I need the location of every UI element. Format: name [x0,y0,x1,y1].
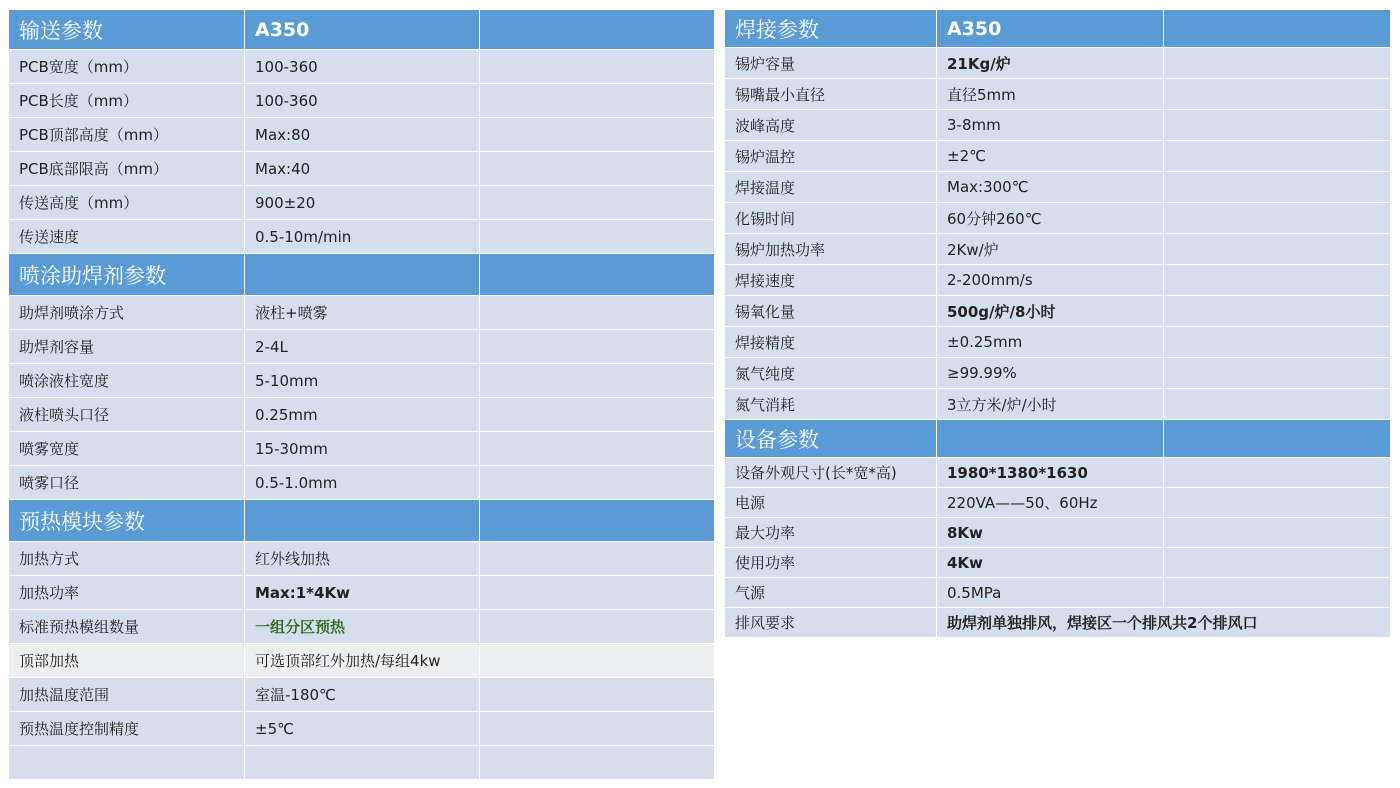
table-row [9,50,715,84]
param-label: 焊接精度 [725,327,937,358]
param-value: 220VA——50、60Hz [937,488,1164,518]
param-label: 使用功率 [725,548,937,578]
param-label: 排风要求 [725,608,937,638]
table-row [9,186,715,220]
param-label: 加热方式 [9,542,245,576]
param-label: 喷涂液柱宽度 [9,364,245,398]
empty-cell [1164,296,1391,327]
param-value: 4Kw [937,548,1164,578]
table-row [725,48,1391,79]
table-row [725,358,1391,389]
param-label: 加热温度范围 [9,678,245,712]
param-label: PCB宽度（mm） [9,50,245,84]
param-label: 锡炉温控 [725,141,937,172]
section-header [9,254,715,296]
param-label: 传送速度 [9,220,245,254]
empty-cell [1164,203,1391,234]
param-label: 化锡时间 [725,203,937,234]
param-label: 顶部加热 [9,644,245,678]
param-label: 锡嘴最小直径 [725,79,937,110]
table-row [9,84,715,118]
table-row [9,712,715,746]
table-row [725,608,1391,638]
param-label: 焊接温度 [725,172,937,203]
table-row [9,432,715,466]
param-label: 气源 [725,578,937,608]
param-label: 波峰高度 [725,110,937,141]
flux-section [9,254,715,500]
empty-cell [480,432,715,466]
empty-cell [480,610,715,644]
empty-cell [1164,110,1391,141]
welding-section [725,10,1391,420]
param-value: 0.5-1.0mm [245,466,480,500]
param-label: 锡炉容量 [725,48,937,79]
table-row [725,389,1391,420]
param-label: 液柱喷头口径 [9,398,245,432]
param-value: ±5℃ [245,712,480,746]
param-label: PCB长度（mm） [9,84,245,118]
param-value: 3-8mm [937,110,1164,141]
table-row [725,79,1391,110]
param-value [245,746,480,780]
empty-cell [480,364,715,398]
param-value: 60分钟260℃ [937,203,1164,234]
empty-cell [1164,172,1391,203]
table-row [9,364,715,398]
section-title: 输送参数 [9,10,245,50]
table-row [9,678,715,712]
model-name: A350 [937,10,1164,48]
empty-cell [480,398,715,432]
empty-cell [480,118,715,152]
section-title: 预热模块参数 [9,500,245,542]
empty-cell [480,746,715,780]
empty-cell [245,254,480,296]
param-value: 直径5mm [937,79,1164,110]
empty-cell [480,84,715,118]
param-value: 2-4L [245,330,480,364]
empty-cell [1164,265,1391,296]
param-label: 助焊剂容量 [9,330,245,364]
empty-cell [1164,48,1391,79]
param-label: 助焊剂喷涂方式 [9,296,245,330]
table-row [725,518,1391,548]
param-label [9,746,245,780]
param-label: 设备外观尺寸(长*宽*高) [725,458,937,488]
param-value: ±2℃ [937,141,1164,172]
empty-cell [480,254,715,296]
section-header [725,10,1391,48]
section-header [9,500,715,542]
param-label: 喷雾宽度 [9,432,245,466]
table-row [725,296,1391,327]
empty-cell [245,500,480,542]
table-row [9,746,715,780]
table-row [725,578,1391,608]
param-label: PCB顶部高度（mm） [9,118,245,152]
table-row [9,118,715,152]
param-value: 2-200mm/s [937,265,1164,296]
section-header [9,10,715,50]
param-label: 预热温度控制精度 [9,712,245,746]
param-value: 900±20 [245,186,480,220]
param-label: 锡氧化量 [725,296,937,327]
param-value: 1980*1380*1630 [937,458,1164,488]
param-value: 可选顶部红外加热/每组4kw [245,644,480,678]
empty-cell [480,186,715,220]
empty-cell [480,10,715,50]
param-value: Max:300℃ [937,172,1164,203]
empty-cell [1164,234,1391,265]
param-label: 加热功率 [9,576,245,610]
table-row [9,296,715,330]
empty-cell [1164,10,1391,48]
section-title: 设备参数 [725,420,937,458]
empty-cell [480,576,715,610]
param-label: 电源 [725,488,937,518]
section-header [725,420,1391,458]
param-value: 5-10mm [245,364,480,398]
empty-cell [1164,578,1391,608]
empty-cell [1164,327,1391,358]
param-label: 氮气消耗 [725,389,937,420]
empty-cell [1164,420,1391,458]
empty-cell [1164,389,1391,420]
param-value: 0.5-10m/min [245,220,480,254]
section-title: 喷涂助焊剂参数 [9,254,245,296]
param-value: 15-30mm [245,432,480,466]
param-value: 0.25mm [245,398,480,432]
empty-cell [480,152,715,186]
param-label: PCB底部限高（mm） [9,152,245,186]
table-row [725,548,1391,578]
param-value: 100-360 [245,84,480,118]
conveyor-section [9,10,715,254]
table-row [9,576,715,610]
empty-cell [1164,458,1391,488]
empty-cell [480,50,715,84]
param-value: Max:1*4Kw [245,576,480,610]
param-value: 100-360 [245,50,480,84]
empty-cell [480,296,715,330]
table-row [725,172,1391,203]
table-row [9,330,715,364]
table-row [9,644,715,678]
table-row [725,234,1391,265]
table-row [9,152,715,186]
left-spec-table [8,9,715,780]
empty-cell [480,466,715,500]
empty-cell [1164,518,1391,548]
table-row [9,610,715,644]
empty-cell [480,644,715,678]
param-label: 焊接速度 [725,265,937,296]
param-value: ≥99.99% [937,358,1164,389]
preheat-section [9,500,715,780]
empty-cell [480,330,715,364]
right-spec-table [724,9,1391,638]
table-row [9,398,715,432]
param-value: Max:40 [245,152,480,186]
param-value: 2Kw/炉 [937,234,1164,265]
table-row [725,141,1391,172]
equipment-section [725,420,1391,638]
table-row [9,542,715,576]
empty-cell [1164,358,1391,389]
empty-cell [1164,548,1391,578]
param-value: 助焊剂单独排风，焊接区一个排风共2个排风口 [937,608,1391,638]
table-row [9,466,715,500]
empty-cell [480,678,715,712]
param-value: 液柱+喷雾 [245,296,480,330]
section-title: 焊接参数 [725,10,937,48]
table-row [725,327,1391,358]
param-label: 传送高度（mm） [9,186,245,220]
empty-cell [1164,141,1391,172]
param-value: Max:80 [245,118,480,152]
param-value: 3立方米/炉/小时 [937,389,1164,420]
param-label: 标准预热模组数量 [9,610,245,644]
empty-cell [1164,79,1391,110]
table-row [9,220,715,254]
param-value: 0.5MPa [937,578,1164,608]
param-value: 一组分区预热 [245,610,480,644]
empty-cell [480,712,715,746]
param-value: ±0.25mm [937,327,1164,358]
param-value: 红外线加热 [245,542,480,576]
param-value: 21Kg/炉 [937,48,1164,79]
table-row [725,458,1391,488]
param-value: 室温-180℃ [245,678,480,712]
empty-cell [937,420,1164,458]
empty-cell [480,220,715,254]
empty-cell [480,500,715,542]
model-name: A350 [245,10,480,50]
param-label: 喷雾口径 [9,466,245,500]
param-label: 氮气纯度 [725,358,937,389]
param-label: 最大功率 [725,518,937,548]
empty-cell [480,542,715,576]
table-row [725,488,1391,518]
table-row [725,203,1391,234]
table-row [725,265,1391,296]
empty-cell [1164,488,1391,518]
param-value: 500g/炉/8小时 [937,296,1164,327]
param-label: 锡炉加热功率 [725,234,937,265]
param-value: 8Kw [937,518,1164,548]
table-row [725,110,1391,141]
